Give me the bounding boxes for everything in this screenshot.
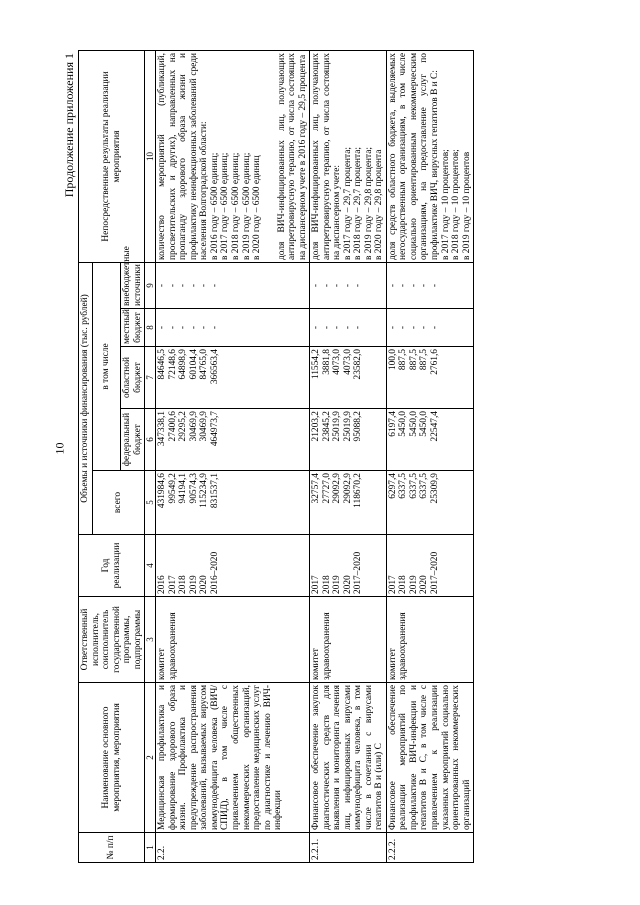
federal-value: 21203,2	[311, 411, 322, 442]
local-value: -	[157, 325, 168, 330]
row-responsible: комитет здравоохранения	[157, 612, 178, 680]
row-extra-cell	[156, 263, 310, 309]
total-value: 6337,5	[408, 473, 419, 499]
page-number: 10	[52, 442, 67, 455]
row-years-cell	[156, 535, 310, 597]
header-year: Год реализации	[79, 535, 145, 597]
year-value: 2017–2020	[353, 551, 364, 594]
total-value: 32757,4	[311, 473, 322, 504]
col-number: 6	[145, 409, 156, 471]
local-value: -	[188, 325, 199, 330]
extra-value: -	[332, 283, 343, 288]
table-row	[310, 51, 387, 863]
year-value: 2020	[199, 575, 210, 594]
extra-value: -	[408, 283, 419, 288]
extra-value: -	[321, 283, 332, 288]
result-line: в 2019 году – 29,8 процента;	[363, 146, 374, 260]
year-value: 2017	[311, 575, 322, 594]
row-total-cell	[156, 471, 310, 535]
row-responsible-cell	[310, 597, 387, 683]
program-table	[78, 50, 474, 863]
extra-value: -	[387, 283, 398, 288]
total-value: 118670,2	[353, 473, 364, 508]
federal-value: 347338,1	[157, 411, 168, 447]
col-number: 9	[145, 263, 156, 309]
rotated-page	[60, 35, 630, 875]
row-results-cell	[386, 51, 473, 263]
col-number: 2	[145, 683, 156, 833]
row-total-cell	[310, 471, 387, 535]
total-value: 94194,1	[178, 473, 189, 504]
row-name-cell	[386, 683, 473, 833]
regional-value: 100,0	[387, 349, 398, 371]
col-number: 3	[145, 597, 156, 683]
year-value: 2016–2020	[209, 551, 220, 594]
result-line: количество мероприятий (публикаций, просветительских и других), направленных на пропаганду здорового образа жизни и профилактику неинфекционных заболеваний среди населения Волгоградской области:	[157, 53, 210, 260]
regional-value: 11554,2	[311, 349, 322, 380]
year-value: 2018	[321, 575, 332, 594]
year-value: 2019	[332, 575, 343, 594]
result-line: в 2018 году – 10 процентов;	[451, 149, 462, 260]
year-value: 2018	[178, 575, 189, 594]
row-num-cell	[156, 833, 310, 863]
row-results-cell	[156, 51, 310, 263]
row-responsible: комитет здравоохранения	[387, 612, 409, 680]
header-responsible: Ответственный исполнитель, соисполнитель государственной программы, подпрограммы	[79, 597, 145, 683]
regional-value: 2761,6	[430, 349, 441, 375]
regional-value: 60104,4	[188, 349, 199, 380]
regional-value: 72148,6	[167, 349, 178, 380]
result-line: доля ВИЧ-инфицированных лиц, получающих антиретровирусную терапию, от числа состоящих на диспансерном учете:	[311, 53, 343, 260]
federal-value: 30469,9	[199, 411, 210, 442]
local-value: -	[209, 325, 220, 330]
federal-value: 464973,7	[209, 411, 220, 447]
total-value: 6297,4	[387, 473, 398, 499]
local-value: -	[199, 325, 210, 330]
regional-value: 84646,5	[157, 349, 168, 380]
row-responsible-cell	[386, 597, 473, 683]
row-results-cell	[310, 51, 387, 263]
regional-value: 4073,0	[332, 349, 343, 375]
extra-value: -	[188, 283, 199, 288]
year-value: 2020	[342, 575, 353, 594]
extra-value: -	[430, 283, 441, 288]
local-value: -	[321, 325, 332, 330]
extra-value: -	[398, 283, 409, 288]
row-name: Финансовое обеспечение закупок диагностических средств для выявления и мониторинга лечения лиц, инфицированных вирусами иммунодефицита человека, в том числе в сочетании с вирусами гепатитов В и (или) С	[311, 685, 385, 830]
header-results: Непосредственные результаты реализации мероприятия	[79, 51, 145, 263]
total-value: 6337,5	[419, 473, 430, 499]
row-name: Медицинская профилактика и формирование здорового образа жизни. Профилактика и предупреждение распространения заболеваний, вызываемых вирусом иммунодефицита человека (ВИЧ/СПИД), в том числе с привлечением общественных некоммерческих организаций, предоставление медицинских услуг по диагностике и лечению ВИЧ-инфекции	[157, 685, 284, 830]
federal-value: 25019,9	[342, 411, 353, 442]
local-value: -	[430, 325, 441, 330]
col-number: 5	[145, 471, 156, 535]
extra-value: -	[157, 283, 168, 288]
appendix-caption: Продолжение приложения 1	[62, 53, 76, 198]
row-regional-cell	[156, 347, 310, 409]
regional-value: 366563,4	[209, 349, 220, 385]
extra-value: -	[419, 283, 430, 288]
col-number: 10	[145, 51, 156, 263]
row-local-cell	[386, 309, 473, 347]
row-years-cell	[310, 535, 387, 597]
result-line: в 2017 году – 29,7 процента;	[342, 146, 353, 260]
local-value: -	[353, 325, 364, 330]
extra-value: -	[178, 283, 189, 288]
year-value: 2019	[188, 575, 199, 594]
federal-value: 6197,4	[387, 411, 398, 437]
result-line: в 2018 году – 29,7 процента;	[353, 146, 364, 260]
header-num: № п/п	[79, 833, 145, 863]
header-extra: внебюджетные источники	[121, 263, 145, 309]
year-value: 2018	[398, 575, 409, 594]
row-num: 2.2.2.	[387, 838, 398, 860]
col-number: 4	[145, 535, 156, 597]
result-line: в 2017 году – 10 процентов;	[440, 149, 451, 260]
total-value: 90574,3	[188, 473, 199, 504]
total-value: 6337,5	[398, 473, 409, 499]
row-regional-cell	[310, 347, 387, 409]
total-value: 29092,9	[332, 473, 343, 504]
row-num: 2.2.1.	[311, 838, 322, 860]
row-years-cell	[386, 535, 473, 597]
total-value: 115234,9	[199, 473, 210, 508]
header-regional: областной бюджет	[121, 347, 145, 409]
local-value: -	[408, 325, 419, 330]
row-responsible: комитет здравоохранения	[311, 612, 332, 680]
table-row	[156, 51, 310, 863]
federal-value: 22547,4	[430, 411, 441, 442]
extra-value: -	[199, 283, 210, 288]
table-body	[156, 51, 474, 863]
row-local-cell	[156, 309, 310, 347]
local-value: -	[311, 325, 322, 330]
result-line: в 2017 году – 6500 единиц;	[220, 152, 231, 260]
federal-value: 5450,0	[408, 411, 419, 437]
result-line: в 2020 году – 29,8 процента	[374, 149, 385, 260]
row-responsible-cell	[156, 597, 310, 683]
regional-value: 64898,9	[178, 349, 189, 380]
header-incl: в том числе	[92, 263, 121, 471]
year-value: 2017	[387, 575, 398, 594]
header-volumes: Объемы и источники финансирования (тыс. рублей)	[79, 263, 93, 535]
local-value: -	[419, 325, 430, 330]
col-number: 8	[145, 309, 156, 347]
federal-value: 27400,6	[167, 411, 178, 442]
row-local-cell	[310, 309, 387, 347]
extra-value: -	[311, 283, 322, 288]
row-name-cell	[156, 683, 310, 833]
row-federal-cell	[310, 409, 387, 471]
result-line: в 2016 году – 6500 единиц;	[209, 152, 220, 260]
federal-value: 30469,9	[188, 411, 199, 442]
regional-value: 887,5	[408, 349, 419, 371]
row-num-cell	[386, 833, 473, 863]
total-value: 27727,0	[321, 473, 332, 504]
federal-value: 5450,0	[419, 411, 430, 437]
regional-value: 887,5	[398, 349, 409, 371]
extra-value: -	[342, 283, 353, 288]
federal-value: 95088,2	[353, 411, 364, 442]
row-num: 2.2.	[157, 845, 168, 860]
row-total-cell	[386, 471, 473, 535]
regional-value: 4073,0	[342, 349, 353, 375]
col-number: 1	[145, 833, 156, 863]
total-value: 25309,9	[430, 473, 441, 504]
regional-value: 23582,0	[353, 349, 364, 380]
local-value: -	[332, 325, 343, 330]
row-name: Финансовое обеспечение реализации мероприятий по профилактике ВИЧ-инфекции и гепатитов В и С, в том числе с привлечением к реализации указанных мероприятий социально ориентированных некоммерческих организаций	[387, 685, 472, 830]
year-value: 2017	[167, 575, 178, 594]
extra-value: -	[353, 283, 364, 288]
row-extra-cell	[386, 263, 473, 309]
result-line: доля средств областного бюджета, выделяемых негосударственным организациям, в том числе социально ориентированным некоммерческим организациям, на предоставление услуг по профилактике ВИЧ, вирусных гепатитов В и С:	[387, 53, 441, 260]
total-value: 29092,9	[342, 473, 353, 504]
extra-value: -	[167, 283, 178, 288]
result-line: в 2019 году – 10 процентов	[461, 151, 472, 260]
header-total: всего	[92, 471, 145, 535]
row-federal-cell	[156, 409, 310, 471]
row-name-cell	[310, 683, 387, 833]
federal-value: 23845,2	[321, 411, 332, 442]
federal-value: 25019,9	[332, 411, 343, 442]
row-extra-cell	[310, 263, 387, 309]
local-value: -	[342, 325, 353, 330]
total-value: 431984,6	[157, 473, 168, 509]
federal-value: 29295,2	[178, 411, 189, 442]
local-value: -	[167, 325, 178, 330]
federal-value: 5450,0	[398, 411, 409, 437]
year-value: 2016	[157, 575, 168, 594]
result-line: доля ВИЧ-инфицированных лиц, получающих антиретровирусную терапию, от числа состоящих на диспансерном учете в 2016 году – 29,5 процента	[276, 53, 308, 260]
total-value: 831537,1	[209, 473, 220, 509]
extra-value: -	[209, 283, 220, 288]
year-value: 2020	[419, 575, 430, 594]
row-num-cell	[310, 833, 387, 863]
local-value: -	[178, 325, 189, 330]
regional-value: 84765,0	[199, 349, 210, 380]
row-federal-cell	[386, 409, 473, 471]
result-line: в 2018 году – 6500 единиц;	[230, 152, 241, 260]
table-row	[386, 51, 473, 863]
row-regional-cell	[386, 347, 473, 409]
header-local: местный бюджет	[121, 309, 145, 347]
year-value: 2017–2020	[430, 551, 441, 594]
result-line: в 2020 году – 6500 единиц	[252, 155, 263, 260]
header-federal: федеральный бюджет	[121, 409, 145, 471]
regional-value: 887,5	[419, 349, 430, 371]
local-value: -	[398, 325, 409, 330]
year-value: 2019	[408, 575, 419, 594]
result-line: в 2019 году – 6500 единиц;	[241, 152, 252, 260]
col-number: 7	[145, 347, 156, 409]
local-value: -	[387, 325, 398, 330]
header-name: Наименование основного мероприятия, мероприятия	[79, 683, 145, 833]
total-value: 99549,2	[167, 473, 178, 504]
regional-value: 3881,8	[321, 349, 332, 375]
